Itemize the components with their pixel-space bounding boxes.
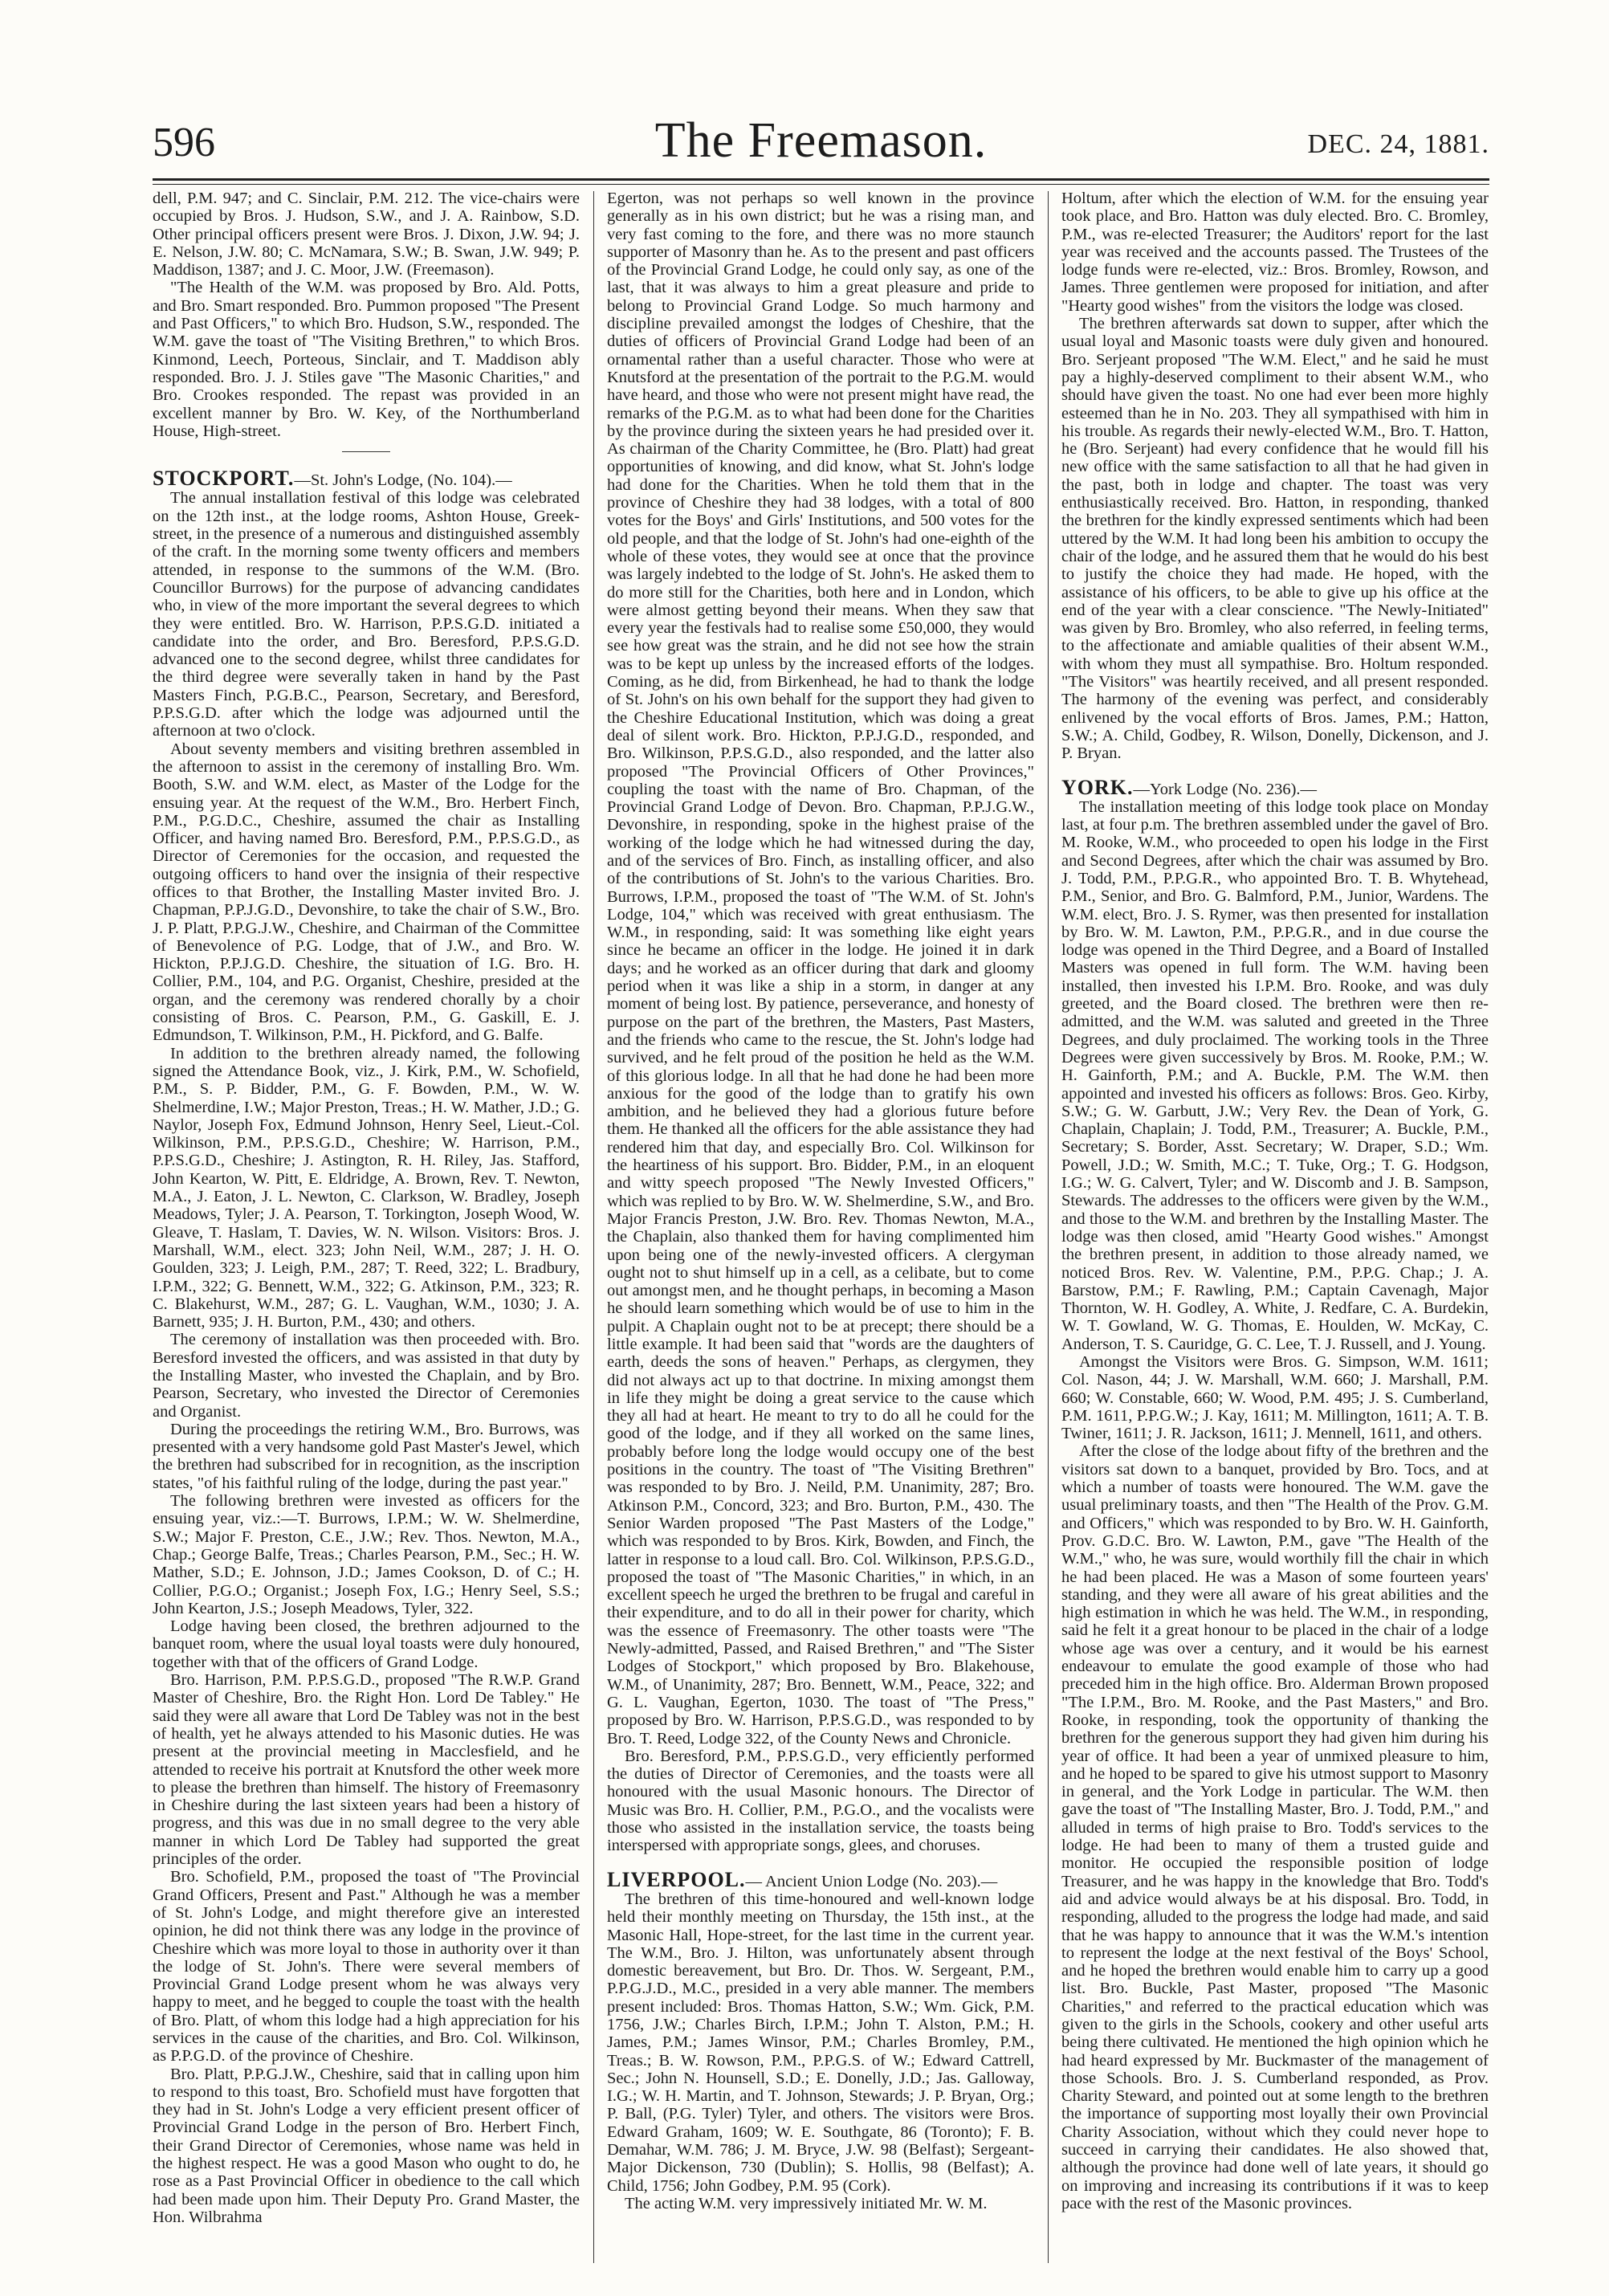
paragraph: Lodge having been closed, the brethren adjourned to the banquet room, where the usual loyal toasts were duly honoured, together with that of the officers of Grand Lodge.: [153, 1617, 580, 1671]
paragraph: The brethren of this time-honoured and well-known lodge held their monthly meeting on Thursday, the 15th inst., at the Masonic Hall, Hope-street, for the last time in the current year. The W.M., Bro. J. Hilton, was unfortunately absent through domestic bereavement, but Bro. Dr. Thos. W. Sergeant, P.M., P.P.G.J.D., M.C., presided in a very able manner. The members present included: Bros. Thomas Hatton, S.W.; Wm. Gick, P.M. 1756, J.W.; Charles Birch, I.P.M.; John T. Alston, P.M.; H. James, P.M.; James Winsor, P.M.; Charles Bromley, P.M., Treas.; B. W. Rowson, P.M., P.P.G.S. of W.; Edward Cattrell, Sec.; John N. Hounsell, S.D.; E. Donelly, J.D.; Jas. Galloway, I.G.; W. H. Martin, and T. Johnson, Stewards; J. P. Bryan, Org.; P. Ball, (P.G. Tyler) Tyler, and others. The visitors were Bros. Edward Graham, 1609; W. E. Southgate, 86 (Toronto); F. B. Demahar, W.M. 786; J. M. Bryce, J.W. 98 (Belfast); Sergeant-Major Dickenson, 730 (Dublin); S. Hollis, 98 (Belfast); A. Child, 1756; John Godbey, P.M. 95 (Cork).: [607, 1890, 1034, 2195]
section-heading-york: [1061, 775, 1489, 799]
paragraph: Bro. Beresford, P.M., P.P.S.G.D., very efficiently performed the duties of Director of Ceremonies, and the toasts were all honoured with the usual Masonic honours. The Director of Music was Bro. H. Collier, P.M., P.G.O., and the vocalists were those who assisted in the installation service, the toasts being interspersed with appropriate songs, glees, and choruses.: [607, 1747, 1034, 1855]
paragraph: Holtum, after which the election of W.M. for the ensuing year took place, and Bro. Hatton was duly elected. Bro. C. Bromley, P.M., was re-elected Treasurer; the Auditors' report for the last year was received and the accounts passed. The Trustees of the lodge funds were re-elected, viz.: Bros. Bromley, Rowson, and James. Three gentlemen were proposed for initiation, and after "Hearty good wishes" from the visitors the lodge was closed.: [1061, 190, 1489, 315]
masthead: [153, 111, 1489, 175]
masthead-rule: [153, 178, 1489, 181]
newspaper-title: The Freemason.: [654, 113, 988, 168]
paragraph: The brethren afterwards sat down to supper, after which the usual loyal and Masonic toasts were duly given and honoured. Bro. Serjeant proposed "The W.M. Elect," and he said he must pay a highly-deserved compliment to their absent W.M., who should have given the toast. No one had ever been more highly esteemed than he in No. 203. They all sympathised with him in his trouble. As regards their newly-elected W.M., Bro. T. Hatton, he (Bro. Serjeant) had every confidence that he would fill his new office with the same satisfaction to all that he had given in the past, both in lodge and chapter. The toast was very enthusiastically received. Bro. Hatton, in responding, thanked the brethren for the kindly expressed sentiments which had been uttered by the W.M. It had long been his ambition to occupy the chair of the lodge, and he assured them that he would do his best to justify the choice they had made. He hoped, with the assistance of his officers, to be able to give up his office at the end of the year with a clear conscience. "The Newly-Initiated" was given by Bro. Bromley, who also referred, in feeling terms, to the affectionate and amiable qualities of their absent W.M., with whom they must all sympathise. Bro. Holtum responded. "The Visitors" was heartily received, and all present responded. The harmony of the evening was perfect, and considerably enlivened by the vocal efforts of Bros. James, P.M.; Hatton, S.W.; A. Child, Godbey, R. Wilson, Donelly, Dickenson, and J. P. Bryan.: [1061, 315, 1489, 763]
section-divider: [342, 451, 390, 452]
section-lodge: — Ancient Union Lodge (No. 203).—: [745, 1872, 998, 1890]
paragraph: After the close of the lodge about fifty of the brethren and the visitors sat down to a banquet, provided by Bro. Tocs, and at which a number of toasts were honoured. The W.M. gave the usual preliminary toasts, and then "The Health of the Prov. G.M. and Officers," which was responded to by Bro. W. H. Gainforth, Prov. G.D.C. Bro. W. Lawton, P.M., gave "The Health of the W.M.," who, he was sure, would worthily fill the chair in which he had been placed. He was a Mason of some fourteen years' standing, and they were all aware of his great abilities and the high estimation in which he was held. The W.M., in responding, said he felt it a great honour to be placed in the chair of a lodge whose age was over a century, and it would be his earnest endeavour to emulate the good example of those who had preceded him in the high office. Bro. Alderman Brown proposed "The I.P.M., Bro. M. Rooke, and the Past Masters," and Bro. Rooke, in responding, took the opportunity of thanking the brethren for the generous support they had given him during his year of office. It had been a year of unmixed pleasure to him, and he hoped to be spared to give his utmost support to Masonry in general, and the York Lodge in particular. The W.M. then gave the toast of "The Installing Master, Bro. J. Todd, P.M.," and alluded in terms of high praise to Bro. Todd's services to the lodge. He had been to many of them a trusted guide and monitor. He occupied the responsible position of lodge Treasurer, and he was happy in the knowledge that Bro. Todd's aid and advice would always be at his disposal. Bro. Todd, in responding, alluded to the progress the lodge had made, and said that he was happy to announce that it was the W.M.'s intention to represent the lodge at the next festival of the Boys' School, and he hoped the brethren would enable him to carry up a good list. Bro. Buckle, Past Master, proposed "The Masonic Charities," and referred to the practical education which was given to the girls in the Schools, cookery and other useful arts being there cultivated. He mentioned the high opinion which he had heard expressed by Mr. Buckmaster of the management of those Schools. Bro. J. S. Cumberland responded, as Prov. Charity Steward, and pointed out at some length to the brethren the importance of supporting most loyally their own Provincial Charity Association, without which they could never hope to succeed in carrying their candidates. He also showed that, although the province had done well of late years, it should go on improving and increasing its contributions if it was to keep pace with the rest of the Masonic provinces.: [1061, 1442, 1489, 2212]
paragraph: Bro. Harrison, P.M. P.P.S.G.D., proposed "The R.W.P. Grand Master of Cheshire, Bro. the Right Hon. Lord De Tabley." He said they were all aware that Lord De Tabley was not in the best of health, yet he always attended to his Masonic duties. He was present at the provincial meeting in Macclesfield, and he attended to receive his portrait at Knutsford the other week more to please the brethren than himself. The history of Freemasonry in Cheshire during the last sixteen years had been a history of progress, and this was due in no small degree to the very able manner in which Lord De Tabley had supported the great principles of the order.: [153, 1671, 580, 1869]
section-place: LIVERPOOL.: [607, 1867, 746, 1891]
section-place: YORK.: [1061, 775, 1134, 799]
paragraph: During the proceedings the retiring W.M., Bro. Burrows, was presented with a very handsome gold Past Master's Jewel, which the brethren had subscribed for in recognition, as the inscription states, "of his faithful ruling of the lodge, during the past year.": [153, 1420, 580, 1492]
paragraph: Egerton, was not perhaps so well known in the province generally as in his own district; but he was a rising man, and very fast coming to the fore, and there was no more staunch supporter of Masonry than he. As to the present and past officers of the Provincial Grand Lodge, he could only say, as one of the last, that it was always to him a great pleasure and pride to belong to Provincial Grand Lodge. So much harmony and discipline prevailed amongst the lodges of Cheshire, that the duties of officers of Provincial Grand Lodge had been of an ornamental rather than a useful character. Those who were at Knutsford at the presentation of the portrait to the P.G.M. would have heard, and those who were not present might have read, the remarks of the P.G.M. as to what had been done for the Charities by the province during the sixteen years he had presided over it. As chairman of the Charity Committee, he (Bro. Platt) had great opportunities of knowing, and did know, what St. John's lodge had done for the Charities. When he told them that in the province of Cheshire they had 38 lodges, with a total of 800 votes for the Boys' and Girls' Institutions, and 500 votes for the old people, and that the lodge of St. John's had one-eighth of the whole of these votes, they would see at once that the province was largely indebted to the lodge of St. John's. He asked them to do more still for the Charities, both here and in London, which were almost getting beyond their means. When they saw that every year the festivals had to realise some £50,000, they would see how great was the strain, and he did not see how the strain was to be kept up unless by the increased efforts of the lodges. Coming, as he did, from Birkenhead, he had to thank the lodge of St. John's on his own behalf for the support they had given to the Cheshire Educational Institution, which was doing a great deal of silent work. Bro. Hickton, P.P.J.G.D., responded, and Bro. Wilkinson, P.P.S.G.D., also responded, and the latter also proposed "The Provincial Officers of Other Provinces," coupling the toast with the name of Bro. Chapman, of the Provincial Grand Lodge of Devon. Bro. Chapman, P.P.J.G.W., Devonshire, in responding, spoke in the highest praise of the working of the lodge which he had witnessed during the day, and of the services of Bro. Finch, as installing officer, and also of the contributions of St. John's to the various Charities. Bro. Burrows, I.P.M., proposed the toast of "The W.M. of St. John's Lodge, 104," which was received with great enthusiasm. The W.M., in responding, said: It was something like eight years since he became an officer in the lodge. He joined it in dark days; and he worked as an officer during that dark and gloomy period when it was like a ship in a storm, in danger at any moment of being lost. By patience, perseverance, and honesty of purpose on the part of the brethren, the Masters, Past Masters, and the friends who came to the rescue, the St. John's lodge had survived, and he felt proud of the position he held as the W.M. of this glorious lodge. In all that he had done he had been more anxious for the good of the lodge than to gratify his own ambition, and he believed they had a glorious future before them. He thanked all the officers for the able assistance they had rendered him that day, and especially Bro. Col. Wilkinson for the heartiness of his support. Bro. Bidder, P.M., in an eloquent and witty speech proposed "The Newly Invested Officers," which was replied to by Bro. W. W. Shelmerdine, S.W., and Bro. Major Francis Preston, J.W. Bro. Rev. Thomas Newton, M.A., the Chaplain, also thanked them for having complimented him upon being one of the newly-invested officers. A clergyman ought not to shut himself up in a cell, as a celibate, but to come out amongst men, and he thought perhaps, in becoming a Mason he should learn something which would be of use to him in the pulpit. A Chaplain ought not to be at precept; there should be a little example. It had been said that "words are the daughters of earth, deeds the sons of heaven." Perhaps, as clergymen, they did not always act up to that doctrine. In mixing amongst them in life they might be doing a great service to the cause which they all had at heart. He meant to try to do all he could for the good of the lodge, and if they all worked on the same lines, probably before long the lodge would occupy one of the best positions in the country. The toast of "The Visiting Brethren" was responded to by Bro. J. Neild, P.M. Unanimity, 287; Bro. Atkinson P.M., Concord, 323; and Bro. Burton, P.M., 430. The Senior Warden proposed "The Past Masters of the Lodge," which was responded to by Bros. Kirk, Bowden, and Finch, the latter in response to a loud call. Bro. Col. Wilkinson, P.P.S.G.D., proposed the toast of "The Masonic Charities," in which, in an excellent speech he urged the brethren to be frugal and careful in their expenditure, and to do all in their power for charity, which was the essence of Freemasonry. The other toasts were "The Newly-admitted, Passed, and Raised Brethren," and "The Sister Lodges of Stockport," which proposed by Bro. Blakehouse, W.M., of Unanimity, 287; Bro. Bennett, W.M., Peace, 322; and G. L. Vaughan, Egerton, 1030. The toast of "The Press," proposed by Bro. W. Harrison, P.P.S.G.D., was responded to by Bro. T. Reed, Lodge 322, of the County News and Chronicle.: [607, 190, 1034, 1747]
paragraph: The installation meeting of this lodge took place on Monday last, at four p.m. The brethren assembled under the gavel of Bro. M. Rooke, W.M., who proceeded to open his lodge in the First and Second Degrees, after which the chair was assumed by Bro. J. Todd, P.M., P.P.G.R., who appointed Bro. T. B. Whytehead, P.M., Senior, and Bro. G. Balmford, P.M., Junior, Wardens. The W.M. elect, Bro. J. S. Rymer, was then presented for installation by Bro. W. M. Lawton, P.M., P.P.G.R., and in due course the lodge was opened in the Third Degree, and a Board of Installed Masters was opened in full form. The W.M. having been installed, then invested his I.P.M. Bro. Rooke, and was duly greeted, and the Board closed. The brethren were then re-admitted, and the W.M. was saluted and greeted in the Three Degrees, and duly proclaimed. The working tools in the Three Degrees were given successively by Bros. M. Rooke, P.M.; W. H. Gainforth, P.M.; and A. Buckle, P.M. The W.M. then appointed and invested his officers as follows: Bros. Geo. Kirby, S.W.; G. W. Garbutt, J.W.; Very Rev. the Dean of York, G. Chaplain, Chaplain; J. Todd, P.M., Treasurer; A. Buckle, P.M., Secretary; S. Border, Asst. Secretary; W. Draper, S.D.; Wm. Powell, J.D.; W. Smith, M.C.; T. Tuke, Org.; T. G. Hodgson, I.G.; W. G. Calvert, Tyler; and W. Discomb and J. B. Sampson, Stewards. The addresses to the officers were given by the W.M., and those to the W.M. and brethren by the Installing Master. The lodge was then closed, amid "Hearty Good wishes." Amongst the brethren present, in addition to those already named, we noticed Bros. Rev. W. Valentine, P.M., P.P.G. Chap.; J. A. Barstow, P.M.; F. Rawling, P.M.; Captain Cavenagh, Major Thornton, W. H. Godley, A. White, J. Redfare, C. A. Burdekin, W. T. Gowland, W. G. Thomas, E. Houlden, W. McKay, C. Anderson, T. S. Cauridge, G. C. Lee, T. J. Russell, and J. Young.: [1061, 797, 1489, 1353]
paragraph: "The Health of the W.M. was proposed by Bro. Ald. Potts, and Bro. Smart responded. Bro. Pummon proposed "The Present and Past Officers," to which Bro. Hudson, S.W., responded. The W.M. gave the toast of "The Visiting Brethren," to which Bros. Kinmond, Leech, Porteous, Sinclair, and T. Maddison ably responded. Bro. J. J. Stiles gave "The Masonic Charities," and Bro. Crookes responded. The repast was provided in an excellent manner by Bro. W. Key, of the Northumberland House, High-street.: [153, 279, 580, 440]
paragraph: Bro. Schofield, P.M., proposed the toast of "The Provincial Grand Officers, Present and Past." Although he was a member of St. John's Lodge, and might therefore give an interested opinion, he did not think there was any lodge in the province of Cheshire which was more loyal to those in authority over it than the lodge of St. John's. There were several members of Provincial Grand Lodge present whom he was always very happy to meet, and he begged to couple the toast with the health of Bro. Platt, of whom this lodge had a high appreciation for his services in the cause of the charities, and Bro. Col. Wilkinson, as P.P.G.D. of the province of Cheshire.: [153, 1868, 580, 2066]
paragraph: The ceremony of installation was then proceeded with. Bro. Beresford invested the officers, and was assisted in that duty by the Installing Master, who invested the Chaplain, and by Bro. Pearson, Secretary, who invested the Director of Ceremonies and Organist.: [153, 1331, 580, 1421]
masthead-rule-thin: [153, 184, 1489, 185]
column-divider: [593, 191, 594, 2263]
section-heading-liverpool: [607, 1867, 1034, 1891]
column-2: [607, 190, 1034, 2265]
paragraph: The following brethren were invested as officers for the ensuing year, viz.:—T. Burrows, I.P.M.; W. W. Shelmerdine, S.W.; Major F. Preston, C.E., J.W.; Rev. Thos. Newton, M.A., Chap.; George Balfe, Treas.; Charles Pearson, P.M., Sec.; H. W. Mather, S.D.; E. Johnson, J.D.; James Cookson, D. of C.; H. Collier, P.G.O.; Organist.; Joseph Fox, I.G.; Henry Seel, S.S.; John Kearton, J.S.; Joseph Meadows, Tyler, 322.: [153, 1492, 580, 1617]
paragraph: dell, P.M. 947; and C. Sinclair, P.M. 212. The vice-chairs were occupied by Bros. J. Hudson, S.W., and J. A. Rainbow, S.D. Other principal officers present were Bros. J. Dixon, J.W. 94; J. E. Nelson, J.W. 80; C. McNamara, S.W.; B. Swan, J.W. 949; P. Maddison, 1387; and J. C. Moor, J.W. (Freemason).: [153, 190, 580, 279]
page-number: 596: [153, 120, 215, 165]
issue-date: DEC. 24, 1881.: [1307, 129, 1489, 159]
section-heading-stockport: [153, 467, 580, 491]
column-1: [153, 190, 580, 2265]
paragraph: Amongst the Visitors were Bros. G. Simpson, W.M. 1611; Col. Nason, 44; J. W. Marshall, W.M. 660; J. Marshall, P.M. 660; W. Constable, 660; W. Wood, P.M. 495; J. S. Cumberland, P.M. 1611, P.P.G.W.; J. Kay, 1611; M. Millington, 1611; A. T. B. Twiner, 1611; J. R. Jackson, 1611; J. Mennell, 1611, and others.: [1061, 1353, 1489, 1443]
paragraph: The annual installation festival of this lodge was celebrated on the 12th inst., at the lodge rooms, Ashton House, Greek-street, in the presence of a numerous and distinguished assembly of the craft. In the morning some twenty officers and members attended, in response to the summons of the W.M. (Bro. Councillor Burrows) for the purpose of advancing candidates who, in view of the more important the several degrees to which they were entitled. Bro. W. Harrison, P.P.S.G.D. initiated a candidate into the order, and Bro. Beresford, P.P.S.G.D. advanced one to the second degree, whilst three candidates for the third degree were severally taken in hand by the Past Masters Finch, P.G.B.C., Pearson, Secretary, and Beresford, P.P.S.G.D. after which the lodge was adjourned until the afternoon at two o'clock.: [153, 489, 580, 740]
paragraph: Bro. Platt, P.P.G.J.W., Cheshire, said that in calling upon him to respond to this toast, Bro. Schofield must have forgotten that they had in St. John's Lodge a very efficient present officer of Provincial Grand Lodge in the person of Bro. Herbert Finch, their Grand Director of Ceremonies, whose name was held in the highest respect. He was a good Mason who ought to do, he rose as a Past Provincial Officer in obedience to the call which had been made upon him. Their Deputy Pro. Grand Master, the Hon. Wilbrahma: [153, 2065, 580, 2226]
column-3: [1061, 190, 1489, 2265]
section-lodge: —St. John's Lodge, (No. 104).—: [294, 471, 512, 490]
paragraph: The acting W.M. very impressively initiated Mr. W. M.: [625, 2194, 988, 2212]
section-lodge: —York Lodge (No. 236).—: [1133, 780, 1318, 798]
section-place: STOCKPORT.: [153, 467, 295, 491]
paragraph: About seventy members and visiting brethren assembled in the afternoon to assist in the ceremony of installing Bro. Wm. Booth, S.W. and W.M. elect, as Master of the Lodge for the ensuing year. At the request of the W.M., Bro. Herbert Finch, P.M., P.G.D.C., Cheshire, assumed the chair as Installing Officer, and having named Bro. Beresford, P.M., P.P.S.G.D., as Director of Ceremonies for the occasion, and requested the outgoing officers to hand over the insignia of their respective offices to that Brother, the Installing Master invited Bro. J. Chapman, P.P.J.G.D., Devonshire, to take the chair of S.W., Bro. J. P. Platt, P.P.G.J.W., Cheshire, and Chairman of the Committee of Benevolence of P.G. Lodge, that of J.W., and Bro. W. Hickton, P.P.J.G.D. Cheshire, the situation of I.G. Bro. H. Collier, P.M., 104, and P.G. Organist, Cheshire, presided at the organ, and the ceremony was rendered chorally by a choir consisting of Bros. C. Pearson, P.M., G. Gaskill, E. J. Edmundson, T. Wilkinson, P.M., H. Pickford, and G. Balfe.: [153, 740, 580, 1045]
paragraph: In addition to the brethren already named, the following signed the Attendance Book, viz., J. Kirk, P.M., W. Schofield, P.M., S. P. Bidder, P.M., G. F. Bowden, P.M., W. W. Shelmerdine, I.W.; Major Preston, Treas.; H. W. Mather, J.D.; G. Naylor, Joseph Fox, Edmund Johnson, Henry Seel, Lieut.-Col. Wilkinson, P.M., P.P.S.G.D., Cheshire; W. Harrison, P.M., P.P.S.G.D., Cheshire; J. Astington, R. H. Riley, Jas. Stafford, John Kearton, W. Pitt, E. Eldridge, A. Brown, Rev. T. Newton, M.A., J. Eaton, J. L. Newton, C. Clarkson, W. Bradley, Joseph Meadows, Tyler; J. A. Pearson, T. Torkington, Joseph Wood, W. Gleave, T. Haslam, T. Davies, W. N. Wilson. Visitors: Bros. J. Marshall, W.M., elect. 323; John Neil, W.M., 287; J. H. O. Goulden, 323; J. Leigh, P.M., 287; T. Reed, 322; L. Bradbury, I.P.M., 322; G. Bennett, W.M., 322; G. Atkinson, P.M., 323; R. C. Blakehurst, W.M., 287; G. L. Vaughan, W.M., 1030; J. A. Barnett, 935; J. H. Burton, P.M., 430; and others.: [153, 1044, 580, 1332]
column-divider: [1048, 191, 1049, 2263]
